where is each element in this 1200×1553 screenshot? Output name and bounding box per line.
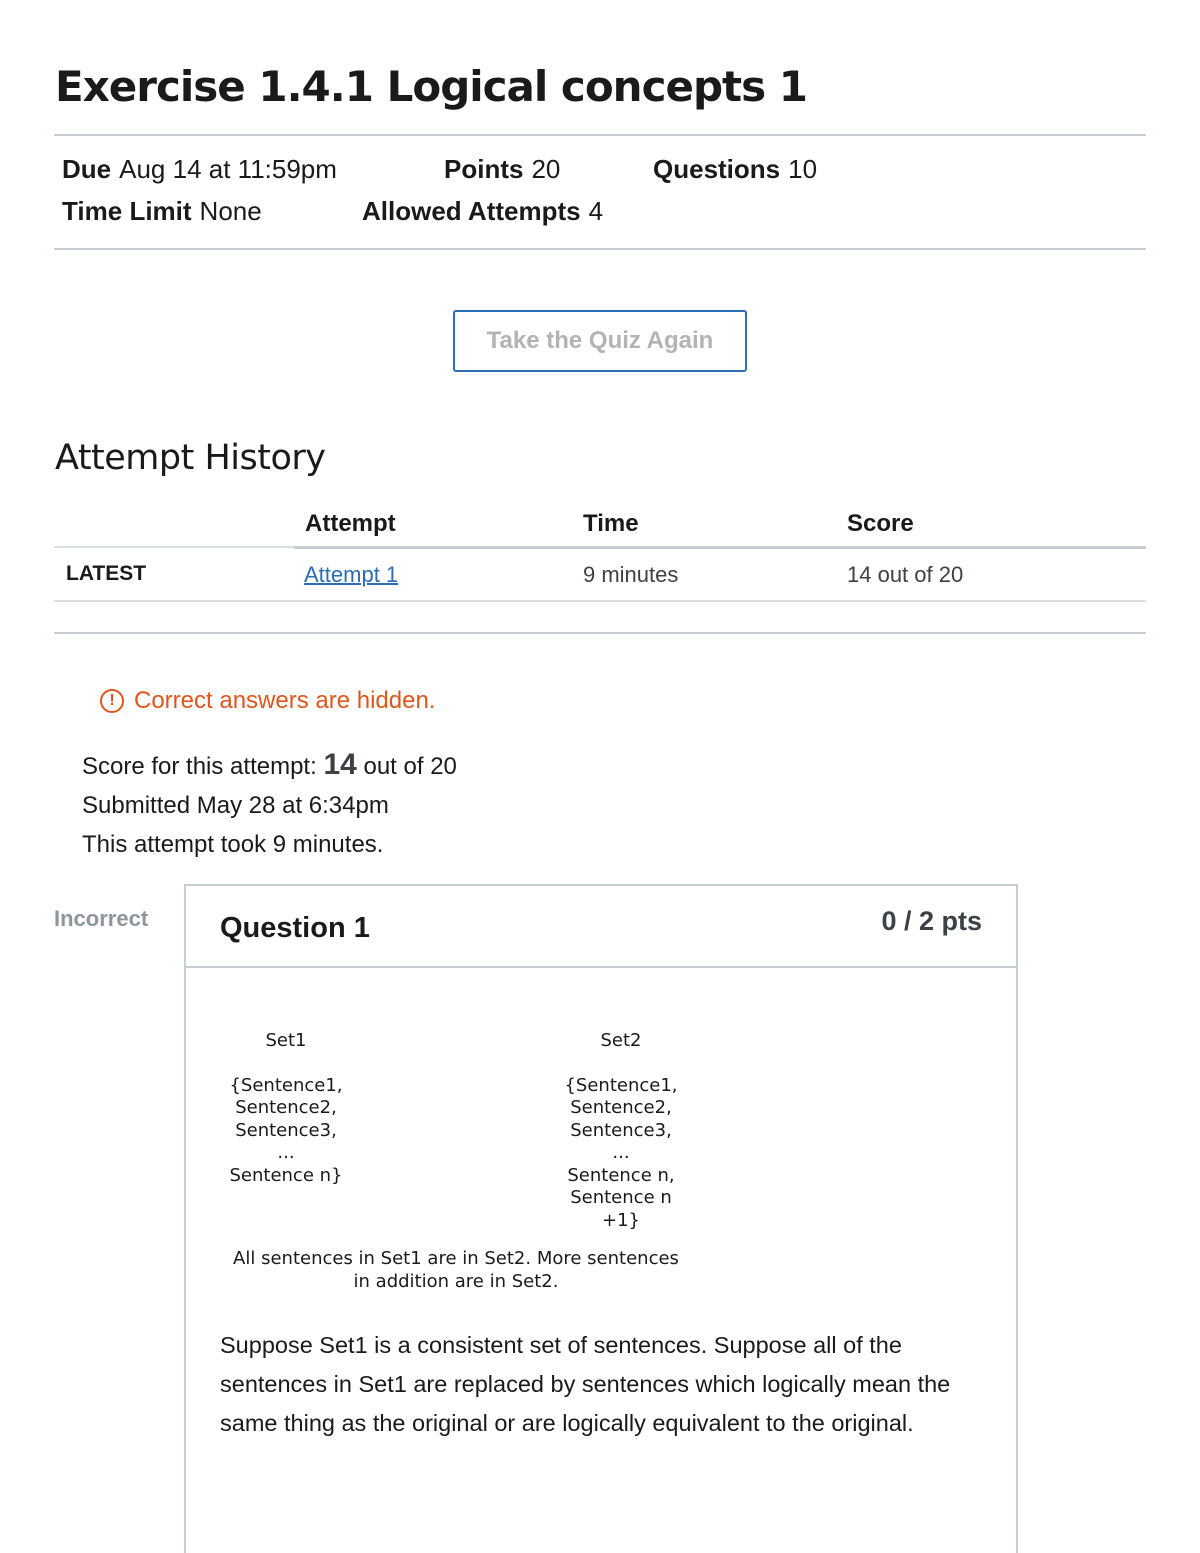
attempt-1-link[interactable]: Attempt 1 bbox=[304, 562, 399, 587]
set2-diagram bbox=[546, 1030, 696, 1232]
table-header-divider bbox=[54, 546, 294, 548]
time-limit-value: None bbox=[199, 196, 262, 226]
set1-line: Sentence2, bbox=[235, 1097, 337, 1118]
due-value: Aug 14 at 11:59pm bbox=[119, 154, 337, 184]
attempt-score: 14 out of 20 bbox=[847, 562, 964, 587]
allowed-attempts-label: Allowed Attempts bbox=[362, 196, 581, 226]
column-header-time: Time bbox=[583, 510, 639, 537]
submitted-time: Submitted May 28 at 6:34pm bbox=[82, 792, 389, 819]
attempt-history-heading: Attempt History bbox=[55, 438, 326, 478]
questions-label: Questions bbox=[653, 154, 781, 184]
set1-line: ... bbox=[277, 1142, 295, 1163]
score-prefix: Score for this attempt: bbox=[82, 753, 324, 780]
points-value: 20 bbox=[531, 154, 561, 184]
take-quiz-again-button[interactable]: Take the Quiz Again bbox=[453, 310, 747, 372]
question-points: 0 / 2 pts bbox=[881, 906, 982, 936]
set2-line: Sentence3, bbox=[570, 1119, 672, 1141]
divider bbox=[54, 632, 1146, 634]
allowed-attempts bbox=[362, 196, 603, 227]
set1-diagram bbox=[216, 1030, 356, 1187]
column-header-attempt: Attempt bbox=[305, 510, 396, 537]
divider bbox=[54, 248, 1146, 250]
score-value: 14 bbox=[323, 748, 357, 781]
set2-line: ... bbox=[612, 1142, 630, 1163]
set1-line: Sentence n} bbox=[229, 1164, 343, 1186]
set2-line: Sentence n, bbox=[567, 1164, 675, 1186]
set1-title: Set1 bbox=[265, 1030, 307, 1051]
attempt-duration: This attempt took 9 minutes. bbox=[82, 831, 384, 858]
allowed-attempts-value: 4 bbox=[588, 196, 604, 226]
set2-title: Set2 bbox=[600, 1030, 642, 1051]
set2-line: +1} bbox=[602, 1209, 640, 1231]
due-label: Due bbox=[62, 154, 112, 184]
question-text: Suppose Set1 is a consistent set of sentences. Suppose all of the sentences in Set1 are replaced by sentences which logically mean the same thing as the original or are logically equivalent to the original. bbox=[220, 1332, 951, 1436]
time-limit-label: Time Limit bbox=[62, 196, 192, 226]
column-header-score: Score bbox=[847, 510, 914, 537]
table-header-divider bbox=[294, 546, 1146, 549]
latest-badge: LATEST bbox=[66, 562, 147, 585]
set2-line: Sentence2, bbox=[570, 1097, 672, 1118]
question-card bbox=[184, 884, 1018, 1553]
page-title: Exercise 1.4.1 Logical concepts 1 bbox=[55, 62, 807, 111]
score-suffix: out of 20 bbox=[356, 753, 457, 780]
due-date bbox=[62, 154, 337, 185]
divider bbox=[54, 134, 1146, 136]
notice-text: Correct answers are hidden. bbox=[134, 687, 436, 714]
exclamation-circle-icon: ! bbox=[100, 689, 124, 713]
time-limit bbox=[62, 196, 262, 227]
questions-value: 10 bbox=[788, 154, 818, 184]
points-label: Points bbox=[444, 154, 524, 184]
table-row-divider bbox=[54, 600, 1146, 602]
question-title: Question 1 bbox=[220, 912, 370, 944]
correct-answers-hidden-notice bbox=[100, 687, 435, 715]
question-header bbox=[186, 886, 1016, 968]
question-status-incorrect: Incorrect bbox=[54, 906, 149, 931]
set2-line: Sentence n bbox=[570, 1187, 672, 1208]
attempt-score-summary bbox=[82, 748, 457, 782]
sets-caption: All sentences in Set1 are in Set2. More sentences in addition are in Set2. bbox=[233, 1248, 679, 1292]
questions-count bbox=[653, 154, 817, 185]
attempt-time: 9 minutes bbox=[583, 562, 679, 587]
set1-line: {Sentence1, bbox=[229, 1074, 343, 1096]
points bbox=[444, 154, 560, 185]
set2-line: {Sentence1, bbox=[564, 1074, 678, 1096]
set1-line: Sentence3, bbox=[235, 1119, 337, 1141]
